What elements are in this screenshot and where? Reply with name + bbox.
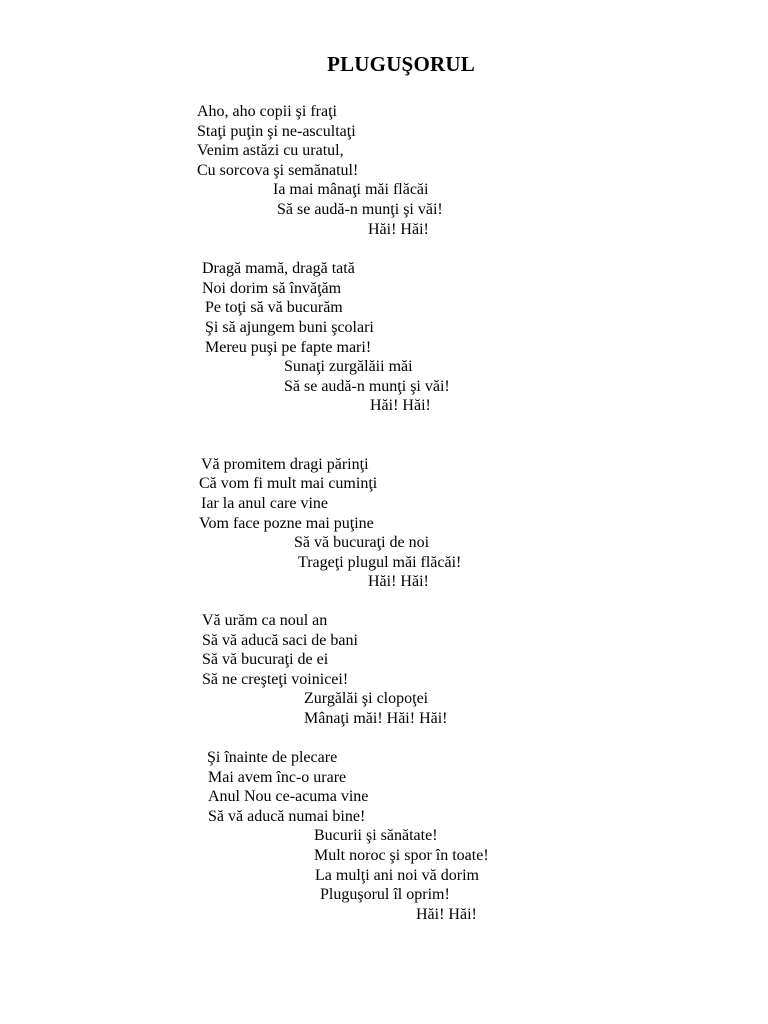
poem-line: Ia mai mânaţi măi flăcăi [273,181,429,198]
poem-line: Să ne creşteţi voinicei! [202,671,349,688]
poem-line: Zurgălăi şi clopoţei [304,690,429,707]
poem-line: Mult noroc şi spor în toate! [314,847,489,864]
poem-line: Venim astăzi cu uratul, [197,142,344,159]
poem-line: Pluguşorul îl oprim! [320,886,450,903]
poem-line: Să vă aducă numai bine! [208,808,366,825]
poem-line: Iar la anul care vine [201,495,329,512]
poem-line: La mulţi ani noi vă dorim [315,867,479,884]
poem-line: Hăi! Hăi! [368,573,429,590]
poem-line: Noi dorim să învăţăm [202,280,342,297]
poem-line: Anul Nou ce-acuma vine [208,788,369,805]
poem-line: Hăi! Hăi! [368,221,429,238]
poem-line: Cu sorcova şi semănatul! [197,162,359,179]
poem-line: Pe toţi să vă bucurăm [205,299,343,316]
poem-title: PLUGUŞORUL [327,52,475,76]
poem-line: Hăi! Hăi! [370,397,431,414]
poem-line: Mereu puşi pe fapte mari! [205,339,372,356]
poem-line: Mânaţi măi! Hăi! Hăi! [304,710,448,727]
poem-line: Dragă mamă, dragă tată [202,260,355,277]
poem-line: Şi înainte de plecare [207,749,338,766]
poem-line: Vă promitem dragi părinţi [201,456,369,473]
poem-line: Că vom fi mult mai cuminţi [199,475,378,492]
poem-line: Mai avem înc-o urare [208,769,347,786]
poem-line: Trageţi plugul măi flăcăi! [298,554,462,571]
poem-line: Să vă aducă saci de bani [202,632,358,649]
poem-line: Hăi! Hăi! [416,906,477,923]
poem-line: Vă urăm ca noul an [202,612,328,629]
poem-line: Să vă bucuraţi de ei [202,651,329,668]
poem-line: Şi să ajungem buni şcolari [205,319,374,336]
poem-line: Staţi puţin şi ne-ascultaţi [197,123,356,140]
poem-line: Sunaţi zurgălăii măi [284,358,413,375]
poem-line: Să se audă-n munţi şi văi! [284,378,450,395]
poem-line: Să vă bucuraţi de noi [294,534,430,551]
poem-line: Să se audă-n munţi şi văi! [277,201,443,218]
poem-line: Vom face pozne mai puţine [199,515,374,532]
poem-line: Aho, aho copii şi fraţi [197,103,337,120]
poem-line: Bucurii şi sănătate! [314,827,438,844]
